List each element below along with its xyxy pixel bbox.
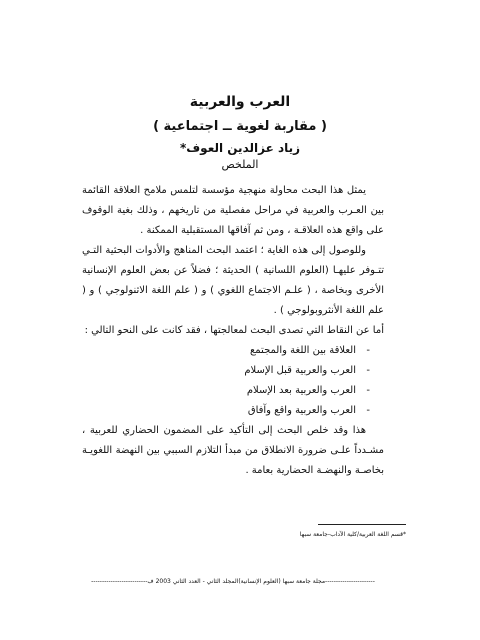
topics-list	[82, 341, 384, 421]
list-item-text: العرب والعربية قبل الإسلام	[244, 365, 356, 376]
footnote-divider	[318, 524, 406, 525]
footnote: *قسم اللغة العربية/كلية الآداب-جامعة سبها	[299, 531, 406, 538]
closing-paragraph: هذا وقد خلص البحث إلى التأكيد على المضمون الحضاري للعربية ، مشـدداً علـى ضرورة الانطلاق من مبدأ التلازم السببي بين النهضة اللغويـة بخاصـة والنهضـة الحضارية بعامة .	[82, 425, 384, 476]
list-item-text: العلاقة بين اللغة والمجتمع	[249, 345, 356, 356]
list-bullet: -	[366, 345, 370, 356]
list-item	[82, 341, 370, 361]
journal-footer: -----------------------مجلة جامعة سبها (العلوم الإنسانية)المجلد الثاني - العدد الثاني 2003 ف--------------------------	[91, 578, 375, 585]
list-item-text: العرب والعربية بعد الإسلام	[246, 385, 356, 396]
list-bullet: -	[366, 405, 370, 416]
abstract-paragraph: يمثل هذا البحث محاولة منهجية مؤسسة لتلمس ملامح العلاقة القائمة بين العـرب والعربية في مراحل مفصلية من تاريخهم ، وذلك بغية الوقوف على واقع هذه العلاقـة ، ومن ثم آفاقها المستقبلية الممكنة .	[82, 185, 384, 236]
list-item	[82, 361, 370, 381]
author-name: زياد عزالدين العوف*	[179, 141, 301, 155]
list-item	[82, 401, 370, 421]
list-item-text: العرب والعربية واقع وآفاق	[247, 405, 356, 416]
list-bullet: -	[366, 365, 370, 376]
article-title: العرب والعربية	[189, 94, 291, 110]
article-subtitle: ( مقاربة لغوية ــ اجتماعية )	[153, 119, 327, 134]
abstract-body	[82, 181, 384, 481]
abstract-paragraph: وللوصول إلى هذه الغاية ؛ اعتمد البحث المناهج والأدوات البحثية التـي تتـوفر عليهـا (العلوم اللسانية ) الحديثة ؛ فضلاً عن بعض العلوم الإنسانية الأخرى وبخاصة ، ( علـم الاجتماع اللغوي ) و ( علم اللغة الاثنولوجي ) و ( علم اللغة الأنثروبولوجي ) .	[82, 245, 384, 316]
list-item	[82, 381, 370, 401]
abstract-paragraph: أما عن النقاط التي تصدى البحث لمعالجتها ، فقد كانت على النحو التالي :	[84, 325, 384, 336]
list-bullet: -	[366, 385, 370, 396]
abstract-heading: الملخص	[221, 158, 259, 171]
